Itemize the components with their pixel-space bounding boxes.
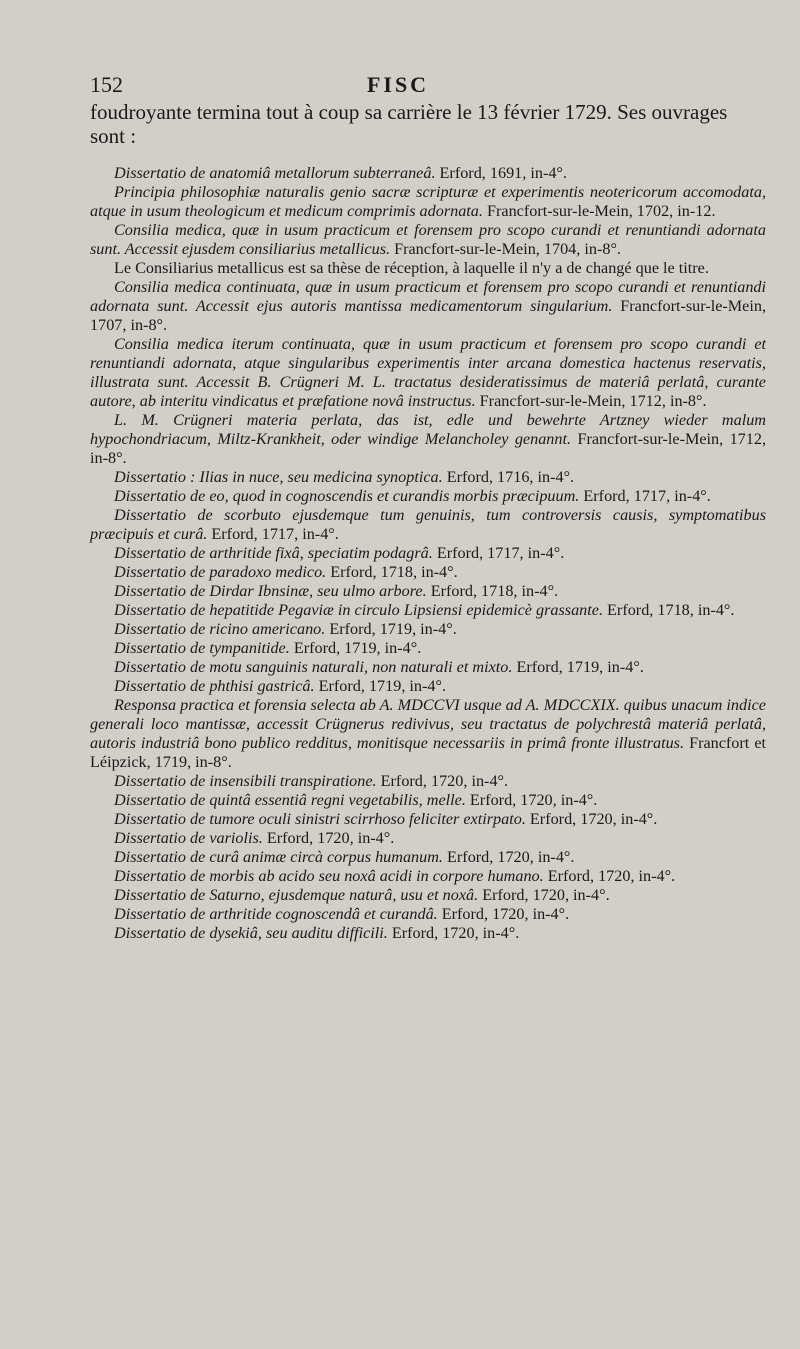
bibliography-entry [90,829,766,848]
entry-publication: Erford, 1717, in-4°. [436,544,565,562]
entry-publication: Erford, 1716, in-4°. [446,468,575,486]
bibliography-entry [90,468,766,487]
bibliography-entry [90,791,766,810]
entry-title: Dissertatio de curâ animæ circà corpus humanum. [114,848,443,866]
entry-publication: Erford, 1691, in-4°. [439,164,567,182]
entry-title: Dissertatio de quintâ essentiâ regni vegetabilis, melle. [114,791,466,809]
entry-publication: Erford, 1720, in-4°. [529,810,658,828]
entry-title: Responsa practica et forensia selecta ab A. MDCCVI usque ad A. MDCCXIX. quibus unacum indice generali loco mantissæ, accessit Crügnerus redivivus, seu tractatus de polychrestâ materiâ perlatâ, autoris industriâ bono publico redditus, monitisque necessariis in primâ fronte illustratus. [90,696,766,752]
bibliography-entry [90,658,766,677]
entry-publication: Francfort-sur-le-Mein, 1702, in-12. [487,202,716,220]
entry-title: Consilia medica iterum continuata, quæ in usum practicum et forensem pro scopo curandi et renuntiandi adornata, atque singularibus experimentis inter arcana domestica hactenus reservatis, illustrata sunt. Accessit B. Crügneri M. L. tractatus desideratissimus de materiâ perlatâ, curante autore, ab interitu vindicatus et præfatione novâ instructus. [90,335,766,410]
bibliography-entry [90,411,766,468]
entry-publication: Erford, 1720, in-4°. [447,848,575,866]
entry-publication: Erford, 1720, in-4°. [482,886,610,904]
bibliography-entry [90,544,766,563]
entry-title: Dissertatio de ricino americano. [114,620,326,638]
entry-publication: Francfort-sur-le-Mein, 1712, in-8°. [90,430,767,467]
bibliography-entry [90,487,766,506]
entry-title: Dissertatio de Dirdar Ibnsinæ, seu ulmo arbore. [114,582,427,600]
bibliography-entry [90,506,766,544]
entry-publication: Erford, 1719, in-4°. [516,658,644,676]
entry-title: Dissertatio de Saturno, ejusdemque naturâ, usu et noxâ. [114,886,479,904]
entry-title: Dissertatio de paradoxo medico. [114,563,327,581]
bibliography-entry [90,696,766,772]
entry-publication: Erford, 1719, in-4°. [329,620,457,638]
bibliography-entry [90,848,766,867]
bibliography-entry [90,886,766,905]
bibliography-entry [90,183,766,221]
entry-publication: Francfort-sur-le-Mein, 1712, in-8°. [479,392,707,410]
entry-title: Dissertatio de variolis. [114,829,263,847]
entry-title: Dissertatio de scorbuto ejusdemque tum genuinis, tum controversis causis, symptomatibus præcipuis et curâ. [90,506,766,543]
entry-publication: Le Consiliarius metallicus est sa thèse de réception, à laquelle il n'y a de changé que le titre. [114,259,709,277]
bibliography-entry [90,620,766,639]
entry-title: Dissertatio de hepatitide Pegaviæ in circulo Lipsiensi epidemicè grassante. [114,601,603,619]
entry-title: Dissertatio de eo, quod in cognoscendis et curandis morbis præcipuum. [114,487,580,505]
bibliography-entry [90,810,766,829]
bibliography-entry [90,677,766,696]
entry-title: Dissertatio de dysekiâ, seu auditu difficili. [114,924,388,942]
entry-title: Consilia medica, quæ in usum practicum et forensem pro scopo curandi et renuntiandi adornata sunt. Accessit ejusdem consiliarius metallicus. [90,221,766,258]
entry-title: Dissertatio de phthisi gastricâ. [114,677,315,695]
entry-title: Dissertatio de arthritide cognoscendâ et curandâ. [114,905,438,923]
entry-publication: Erford, 1718, in-4°. [330,563,458,581]
bibliography-entry [90,221,766,259]
bibliography-entry [90,924,766,943]
entry-publication: Erford, 1719, in-4°. [293,639,422,657]
page-number: 152 [90,72,123,97]
entry-title: L. M. Crügneri materia perlata, das ist, edle und bewehrte Artzney wieder malum hypochondriacum, Miltz-Krankheit, oder windige Melancholey genannt. [90,411,766,448]
entry-publication: Erford, 1720, in-4°. [469,791,598,809]
bibliography-entry [90,335,766,411]
entry-publication: Erford, 1719, in-4°. [318,677,447,695]
entry-title: Dissertatio de tumore oculi sinistri scirrhoso feliciter extirpato. [114,810,526,828]
bibliography-entry [90,601,766,620]
entry-title: Principia philosophiæ naturalis genio sacræ scripturæ et experimentis neotericorum accomodata, atque in usum theologicum et medicum comprimis adornata. [90,183,766,220]
entry-publication: Erford, 1720, in-4°. [547,867,676,885]
bibliography-entry [90,563,766,582]
page-header [90,72,766,98]
bibliography-list [90,164,766,943]
entry-title: Dissertatio de arthritide fixâ, speciatim podagrâ. [114,544,433,562]
running-title: FISC [366,72,430,97]
bibliography-entry [90,582,766,601]
entry-title: Dissertatio de anatomiâ metallorum subterraneâ. [114,164,436,182]
bibliography-entry [90,259,766,278]
bibliography-entry [90,867,766,886]
entry-publication: Erford, 1717, in-4°. [211,525,339,543]
bibliography-entry [90,905,766,924]
entry-publication: Erford, 1720, in-4°. [266,829,395,847]
entry-publication: Erford, 1717, in-4°. [583,487,711,505]
entry-title: Dissertatio de morbis ab acido seu noxâ acidi in corpore humano. [114,867,544,885]
entry-title: Dissertatio de tympanitide. [114,639,290,657]
entry-publication: Erford, 1720, in-4°. [380,772,509,790]
entry-publication: Erford, 1718, in-4°. [607,601,735,619]
intro-paragraph: foudroyante termina tout à coup sa carrière le 13 février 1729. Ses ouvrages sont : [90,100,728,148]
entry-title: Consilia medica continuata, quæ in usum practicum et forensem pro scopo curandi et renuntiandi adornata sunt. Accessit ejus autoris mantissa medicamentorum singularium. [90,278,766,315]
bibliography-entry [90,772,766,791]
entry-publication: Erford, 1720, in-4°. [391,924,520,942]
bibliography-entry [90,164,766,183]
entry-title: Dissertatio : Ilias in nuce, seu medicina synoptica. [114,468,443,486]
bibliography-entry [90,639,766,658]
entry-title: Dissertatio de insensibili transpiratione. [114,772,377,790]
entry-publication: Francfort-sur-le-Mein, 1707, in-8°. [90,297,767,334]
entry-publication: Francfort et Léipzick, 1719, in-8°. [90,734,766,771]
entry-title: Dissertatio de motu sanguinis naturali, non naturali et mixto. [114,658,513,676]
entry-publication: Erford, 1718, in-4°. [430,582,559,600]
entry-publication: Francfort-sur-le-Mein, 1704, in-8°. [394,240,621,258]
bibliography-entry [90,278,766,335]
entry-publication: Erford, 1720, in-4°. [441,905,570,923]
